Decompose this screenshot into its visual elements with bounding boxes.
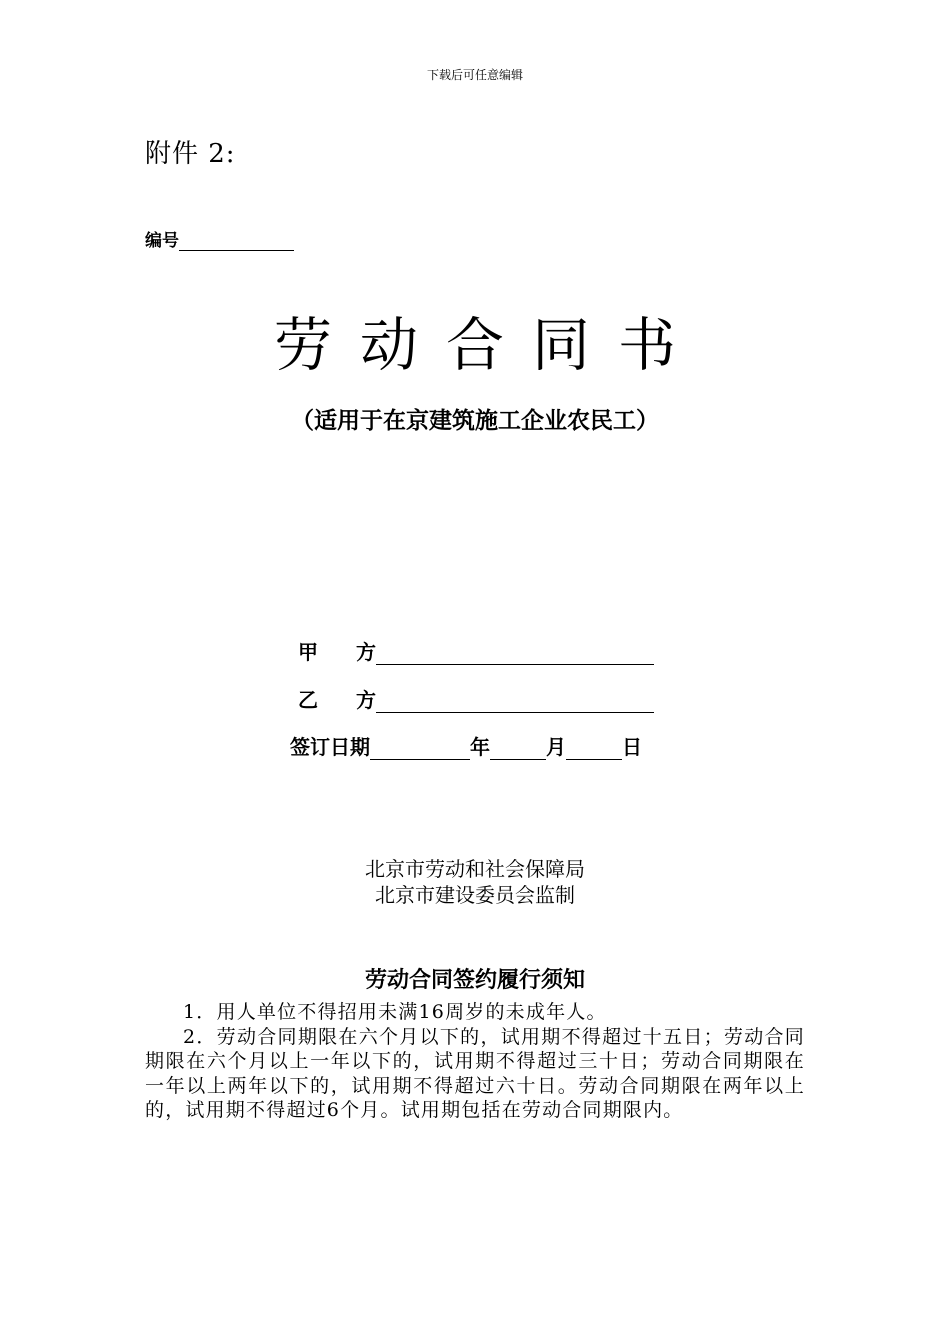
contract-number-blank xyxy=(179,232,294,251)
sign-year-blank xyxy=(370,741,470,760)
sign-month-label: 月 xyxy=(546,735,566,759)
attachment-label: 附件 2: xyxy=(145,139,236,169)
sign-year-label: 年 xyxy=(470,735,490,759)
party-b-row xyxy=(298,684,654,713)
party-a-row xyxy=(298,636,654,665)
party-b-char1: 乙 xyxy=(298,688,318,712)
party-a-label xyxy=(298,636,376,665)
sign-month-blank xyxy=(490,741,546,760)
party-b-char2: 方 xyxy=(356,688,376,712)
issuer-line-2: 北京市建设委员会监制 xyxy=(375,883,575,907)
notice-body xyxy=(145,1000,805,1123)
party-a-char1: 甲 xyxy=(298,640,318,664)
contract-number-label: 编号 xyxy=(145,231,179,251)
document-subtitle: （适用于在京建筑施工企业农民工） xyxy=(291,408,659,434)
header-note: 下载后可任意编辑 xyxy=(426,68,523,82)
issuer-line-1: 北京市劳动和社会保障局 xyxy=(365,857,585,881)
party-b-label xyxy=(298,684,376,713)
notice-item-2: 2．劳动合同期限在六个月以下的，试用期不得超过十五日；劳动合同期限在六个月以上一年以下的，试用期不得超过三十日；劳动合同期限在一年以上两年以下的，试用期不得超过六十日。劳动合同期限在两年以上的，试用期不得超过6个月。试用期包括在劳动合同期限内。 xyxy=(145,1025,805,1121)
party-a-char2: 方 xyxy=(356,640,376,664)
sign-date-row xyxy=(290,731,642,760)
sign-date-label: 签订日期 xyxy=(290,735,370,759)
notice-item-1: 1．用人单位不得招用未满16周岁的未成年人。 xyxy=(183,1001,607,1023)
party-b-blank xyxy=(376,694,654,713)
sign-day-label: 日 xyxy=(622,735,642,759)
notice-title: 劳动合同签约履行须知 xyxy=(364,968,585,993)
party-a-blank xyxy=(376,646,654,665)
document-title: 劳动合同书 xyxy=(273,311,704,379)
contract-number-row xyxy=(145,226,294,251)
sign-day-blank xyxy=(566,741,622,760)
